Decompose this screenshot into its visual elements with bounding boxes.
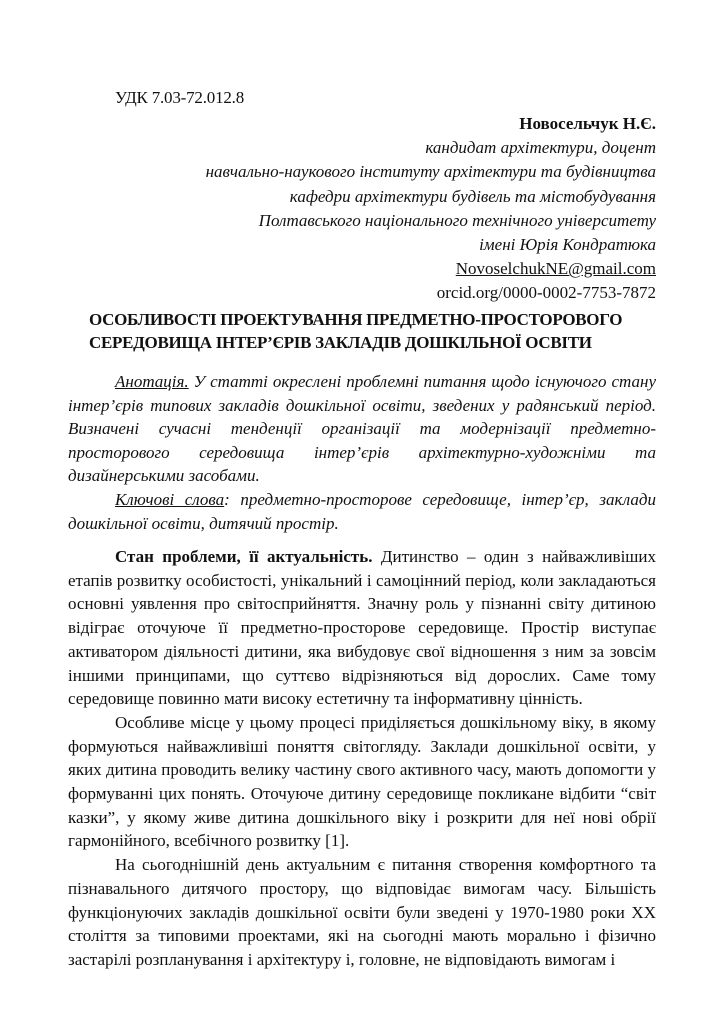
keywords-label: Ключові слова [115,489,225,509]
body-section [68,545,656,972]
section-heading: Стан проблеми, її актуальність. [115,547,373,566]
keywords-paragraph [68,488,656,535]
author-department: кафедри архітектури будівель та містобудування [289,186,656,206]
keywords-text: : предметно-просторове середовище, інтер’єр, заклади дошкільної освіти, дитячий простір. [68,489,656,533]
body-paragraph-text: Дитинство – один з найважливіших етапів розвитку особистості, унікальний і самоцінний період, коли закладаються основні уявлення про світосприйняття. Значну роль у пізнанні світу дитиною відіграє оточуюче її предметно-просторове середовище. Простір виступає активатором діяльності дитини, яка вибудовує свої відношення з ним за зовсім іншими принципами, що суттєво відрізняються від дорослих. Саме тому середовище повинно мати високу естетичну та інформативну цінність. [68,547,656,709]
author-university: Полтавського національного технічного університету [258,210,656,230]
author-block [206,112,656,306]
author-name: Новосельчук Н.Є. [519,114,656,133]
author-orcid: orcid.org/0000-0002-7753-7872 [436,283,656,303]
body-paragraph [68,711,656,853]
author-institute: навчально-наукового інституту архітектури та будівництва [205,162,656,182]
body-paragraph [68,853,656,972]
body-paragraph-text: На сьогоднішній день актуальним є питання створення комфортного та пізнавального дитячого простору, що відповідає вимогам часу. Більшість функціонуючих закладів дошкільної освіти були зведені у 1970-1980 роки XX століття за типовими проектами, які на сьогодні мають морально і фізично застарілі розпланування і архітектуру і, головне, не відповідають вимогам і [68,855,656,969]
abstract-paragraph [68,370,656,488]
title-line-2: СЕРЕДОВИЩА ІНТЕР’ЄРІВ ЗАКЛАДІВ ДОШКІЛЬНОЇ ОСВІТИ [89,333,592,352]
body-paragraph-text: Особливе місце у цьому процесі приділяється дошкільному віку, в якому формуються найважливіші поняття світогляду. Заклади дошкільної освіти, у яких дитина проводить велику частину свого активного часу, мають допомогти у формуванні цих понять. Оточуюче дитину середовище покликане відбити “світ казки”, у якому живе дитина дошкільного віку і розкрити для неї нові обрії гармонійного, всебічного розвитку [1]. [68,712,656,851]
abstract-label: Анотація. [115,372,189,391]
abstract-text: У статті окреслені проблемні питання щодо існуючого стану інтер’єрів типових закладів дошкільної освіти, зведених у радянський період. Визначені сучасні тенденції організації та модернізації предметно-просторового середовища інтер’єрів архітектурно-художніми та дизайнерськими засобами. [68,372,656,486]
abstract-section [68,370,656,535]
author-university-name: імені Юрія Кондратюка [479,235,656,255]
udk-code: УДК 7.03-72.012.8 [115,88,245,107]
author-email-link[interactable]: NovoselchukNE@gmail.com [455,259,656,279]
author-degree: кандидат архітектури, доцент [425,138,656,158]
body-paragraph [68,545,656,711]
title-line-1: ОСОБЛИВОСТІ ПРОЕКТУВАННЯ ПРЕДМЕТНО-ПРОСТОРОВОГО [89,310,623,329]
article-title [89,308,669,354]
